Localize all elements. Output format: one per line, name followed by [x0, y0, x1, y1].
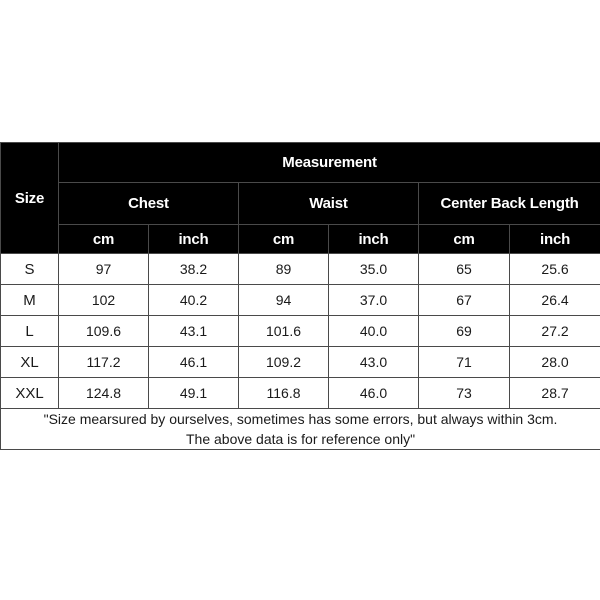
- size-cell: XL: [1, 347, 59, 378]
- back-inch-cell: 25.6: [510, 254, 600, 285]
- size-note: [1, 409, 600, 450]
- waist-cm-cell: 101.6: [239, 316, 329, 347]
- chest-cm-cell: 117.2: [59, 347, 149, 378]
- table-row: [1, 347, 600, 378]
- size-cell: XXL: [1, 378, 59, 409]
- chest-cm-cell: 109.6: [59, 316, 149, 347]
- chest-inch-cell: 38.2: [149, 254, 239, 285]
- table-row: [1, 285, 600, 316]
- chest-cm-cell: 124.8: [59, 378, 149, 409]
- waist-cm-cell: 94: [239, 285, 329, 316]
- size-cell: S: [1, 254, 59, 285]
- back-cm-cell: 73: [419, 378, 510, 409]
- note-row: [1, 409, 600, 450]
- size-cell: M: [1, 285, 59, 316]
- chest-inch-cell: 40.2: [149, 285, 239, 316]
- header-row-columns: [1, 183, 600, 225]
- header-row-units: [1, 225, 600, 254]
- note-line-1: "Size mearsured by ourselves, sometimes has some errors, but always within 3cm.: [43, 411, 558, 427]
- waist-inch-cell: 40.0: [329, 316, 419, 347]
- size-header: Size: [1, 143, 59, 254]
- back-cm-header: cm: [419, 225, 510, 254]
- chest-cm-header: cm: [59, 225, 149, 254]
- table-row: [1, 378, 600, 409]
- back-cm-cell: 69: [419, 316, 510, 347]
- chest-inch-cell: 46.1: [149, 347, 239, 378]
- header-row-group: [1, 143, 600, 183]
- back-inch-cell: 27.2: [510, 316, 600, 347]
- chest-inch-cell: 43.1: [149, 316, 239, 347]
- chest-inch-cell: 49.1: [149, 378, 239, 409]
- back-inch-cell: 28.7: [510, 378, 600, 409]
- waist-cm-cell: 109.2: [239, 347, 329, 378]
- chest-inch-header: inch: [149, 225, 239, 254]
- back-cm-cell: 65: [419, 254, 510, 285]
- back-cm-cell: 71: [419, 347, 510, 378]
- back-inch-cell: 28.0: [510, 347, 600, 378]
- waist-cm-header: cm: [239, 225, 329, 254]
- back-inch-header: inch: [510, 225, 600, 254]
- waist-inch-cell: 37.0: [329, 285, 419, 316]
- waist-inch-cell: 43.0: [329, 347, 419, 378]
- size-cell: L: [1, 316, 59, 347]
- waist-inch-cell: 46.0: [329, 378, 419, 409]
- waist-inch-header: inch: [329, 225, 419, 254]
- chest-cm-cell: 97: [59, 254, 149, 285]
- waist-header: Waist: [239, 183, 419, 225]
- back-inch-cell: 26.4: [510, 285, 600, 316]
- measurement-header: Measurement: [59, 143, 600, 183]
- size-chart-table: [0, 142, 600, 450]
- back-cm-cell: 67: [419, 285, 510, 316]
- center-back-length-header: Center Back Length: [419, 183, 600, 225]
- chest-cm-cell: 102: [59, 285, 149, 316]
- chest-header: Chest: [59, 183, 239, 225]
- note-line-2: The above data is for reference only": [185, 431, 416, 447]
- waist-cm-cell: 89: [239, 254, 329, 285]
- waist-cm-cell: 116.8: [239, 378, 329, 409]
- table-row: [1, 316, 600, 347]
- waist-inch-cell: 35.0: [329, 254, 419, 285]
- table-row: [1, 254, 600, 285]
